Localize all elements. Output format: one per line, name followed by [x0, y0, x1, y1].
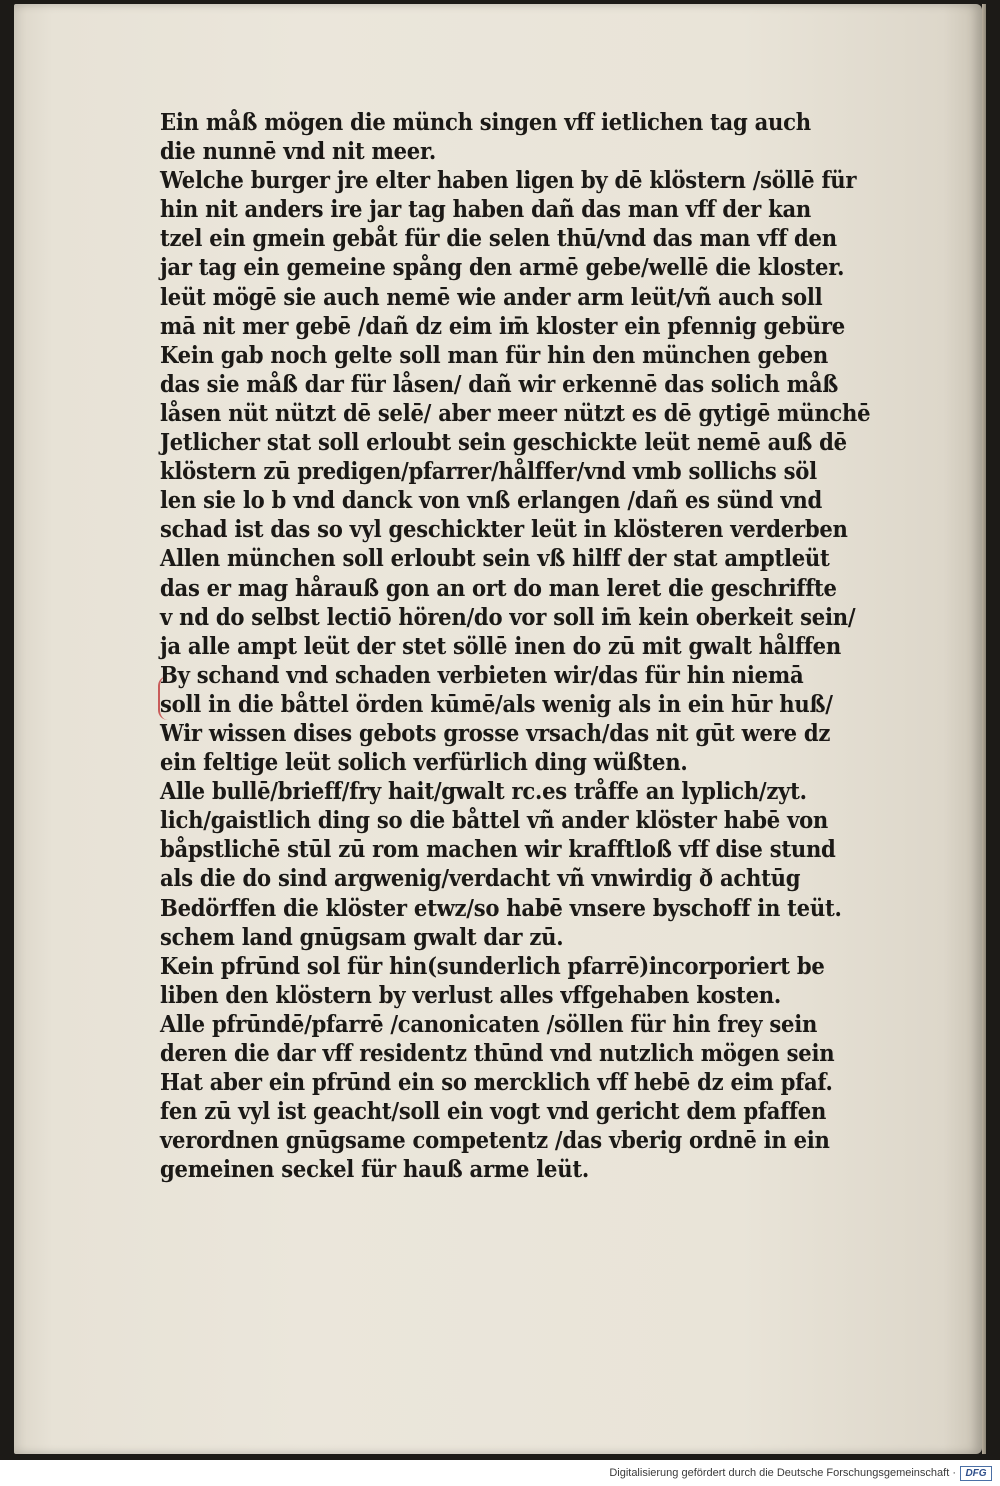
text-line: mā nit mer gebē /dañ dz eim im̄ kloster ein pfennig gebüre	[160, 311, 845, 340]
text-line: tzel ein gmein gebåt für die selen thū/vnd das man vff den	[160, 224, 837, 253]
text-line: schad ist das so vyl geschickter leüt in klösteren verderben	[160, 515, 848, 544]
text-line: By schand vnd schaden verbieten wir/das für hin niemā	[160, 660, 804, 689]
text-line: ja alle ampt leüt der stet söllē inen do zū mit gwalt hålffen	[160, 631, 841, 660]
text-line: Welche burger jre elter haben ligen by dē klöstern /söllē für	[160, 166, 857, 195]
text-line: Wir wissen dises gebots grosse vrsach/das nit gūt were dz	[160, 718, 831, 747]
text-line: das sie måß dar für låsen/ dañ wir erkennē das solich måß	[160, 369, 839, 398]
text-line: Kein gab noch gelte soll man für hin den münchen geben	[160, 340, 829, 369]
text-line: Alle bullē/brieff/fry hait/gwalt rc.es tråffe an lyplich/zyt.	[160, 777, 807, 806]
text-line: Hat aber ein pfrūnd ein so mercklich vff hebē dz eim pfaf.	[160, 1068, 833, 1097]
text-line: verordnen gnūgsame competentz /das vberig ordnē in ein	[160, 1126, 830, 1155]
text-line: Bedörffen die klöster etwz/so habē vnsere byschoff in teüt.	[160, 893, 842, 922]
text-line: liben den klöstern by verlust alles vffgehaben kosten.	[160, 980, 781, 1009]
text-line: Kein pfrūnd sol für hin(sunderlich pfarrē)incorporiert be	[160, 951, 825, 980]
text-line: gemeinen seckel für hauß arme leüt.	[160, 1155, 589, 1184]
text-line: deren die dar vff residentz thūnd vnd nutzlich mögen sein	[160, 1039, 835, 1067]
text-line: soll in die båttel örden kūmē/als wenig als in ein hūr huß/	[160, 689, 833, 718]
text-line: Jetlicher stat soll erloubt sein geschickte leüt nemē auß dē	[160, 428, 847, 457]
text-line: fen zū vyl ist geacht/soll ein vogt vnd gericht dem pfaffen	[160, 1097, 827, 1126]
text-line: låsen nüt nützt dē selē/ aber meer nützt es dē gytigē münchē	[160, 398, 871, 427]
text-line: v nd do selbst lectiō hören/do vor soll im̄ kein oberkeit sein/	[160, 602, 856, 631]
text-line: als die do sind argwenig/verdacht vñ vnwirdig ð achtūg	[160, 864, 801, 893]
text-line: lich/gaistlich ding so die båttel vñ ander klöster habē von	[160, 806, 829, 835]
text-line: båpstlichē stūl zū rom machen wir krafftloß vff dise stund	[160, 835, 836, 864]
text-line: Allen münchen soll erloubt sein vß hilff der stat amptleüt	[160, 544, 830, 573]
text-line: jar tag ein gemeine spång den armē gebe/wellē die kloster.	[160, 253, 845, 282]
text-line: das er mag hårauß gon an ort do man leret die geschriffte	[160, 573, 837, 602]
funding-credit: Digitalisierung gefördert durch die Deutsche Forschungsgemeinschaft ·	[609, 1467, 956, 1479]
text-line: klöstern zū predigen/pfarrer/hålffer/vnd vmb sollichs söl	[160, 457, 817, 486]
text-line: schem land gnūgsam gwalt dar zū.	[160, 922, 564, 951]
printed-text-block	[160, 108, 930, 1184]
text-line: ein feltige leüt solich verfürlich ding wüßten.	[160, 748, 688, 777]
text-line: hin nit anders ire jar tag haben dañ das man vff der kan	[160, 195, 812, 224]
digitization-footer	[0, 1460, 1000, 1486]
text-line: leüt mögē sie auch nemē wie ander arm leüt/vñ auch soll	[160, 282, 823, 311]
text-line: die nunnē vnd nit meer.	[160, 137, 436, 166]
text-line: Ein måß mögen die münch singen vff ietlichen tag auch	[160, 108, 811, 136]
text-line: len sie lo b vnd danck von vnß erlangen /dañ es sünd vnd	[160, 486, 823, 515]
text-line: Alle pfrūndē/pfarrē /canonicaten /söllen für hin frey sein	[160, 1009, 818, 1038]
dfg-logo: DFG	[960, 1466, 992, 1481]
page-edge	[982, 4, 986, 1454]
